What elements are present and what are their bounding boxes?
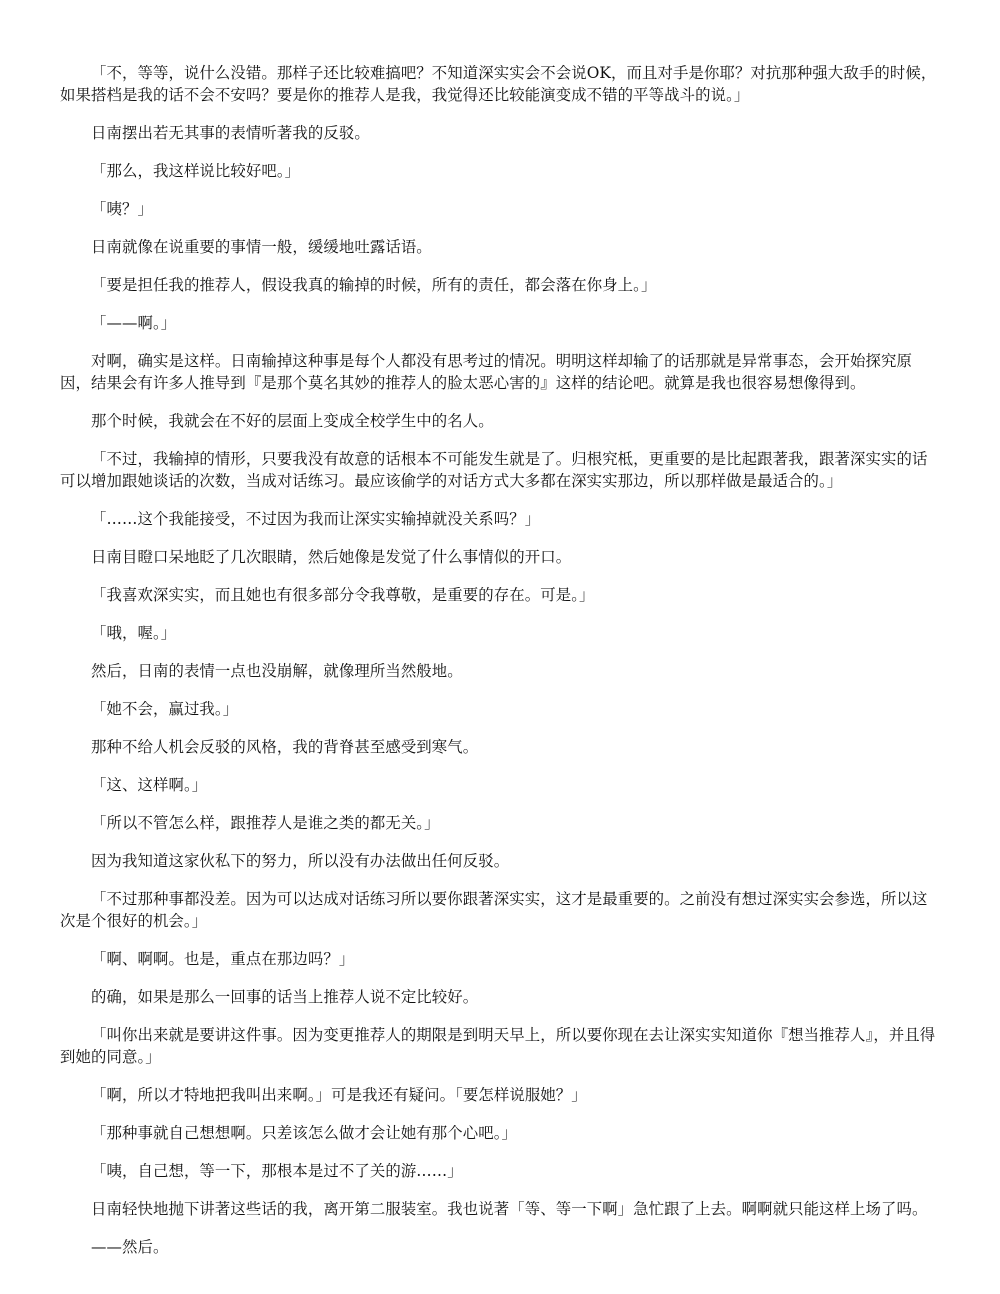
paragraph: 日南摆出若无其事的表情听著我的反驳。 — [91, 124, 370, 142]
paragraph: 「那么，我这样说比较好吧。」 — [91, 162, 301, 180]
paragraph: 「那种事就自己想想啊。只差该怎么做才会让她有那个心吧。」 — [91, 1124, 518, 1142]
paragraph: 「叫你出来就是要讲这件事。因为变更推荐人的期限是到明天早上，所以要你现在去让深实实知道你『想当推荐人』，并且得到她的同意。」 — [60, 1026, 936, 1066]
paragraph: 因为我知道这家伙私下的努力，所以没有办法做出任何反驳。 — [91, 852, 510, 870]
paragraph: 「要是担任我的推荐人，假设我真的输掉的时候，所有的责任，都会落在你身上。」 — [91, 276, 657, 294]
paragraph: 日南目瞪口呆地眨了几次眼睛，然后她像是发觉了什么事情似的开口。 — [91, 548, 572, 566]
paragraph: 「这、这样啊。」 — [91, 776, 208, 794]
paragraph: 然后，日南的表情一点也没崩解，就像理所当然般地。 — [91, 662, 463, 680]
paragraph: 那种不给人机会反驳的风格，我的背脊甚至感受到寒气。 — [91, 738, 479, 756]
paragraph: 「她不会，赢过我。」 — [91, 700, 239, 718]
paragraph: 「啊、啊啊。也是，重点在那边吗？」 — [91, 950, 355, 968]
paragraph: 「——啊。」 — [91, 314, 177, 332]
paragraph: 「咦，自己想，等一下，那根本是过不了关的游……」 — [91, 1162, 463, 1180]
paragraph: 的确，如果是那么一回事的话当上推荐人说不定比较好。 — [91, 988, 479, 1006]
paragraph: 「不过，我输掉的情形，只要我没有故意的话根本不可能发生就是了。归根究柢，更重要的是比起跟著我，跟著深实实的话可以增加跟她谈话的次数，当成对话练习。最应该偷学的对话方式大多都在深实实那边，所以那样做是最适合的。」 — [60, 450, 928, 490]
paragraph: 那个时候，我就会在不好的层面上变成全校学生中的名人。 — [91, 412, 494, 430]
paragraph: 「咦？」 — [91, 200, 153, 218]
paragraph: 「啊，所以才特地把我叫出来啊。」可是我还有疑问。「要怎样说服她？」 — [91, 1086, 587, 1104]
paragraph: 「我喜欢深实实，而且她也有很多部分令我尊敬，是重要的存在。可是。」 — [91, 586, 595, 604]
paragraph: 日南轻快地抛下讲著这些话的我，离开第二服装室。我也说著「等、等一下啊」急忙跟了上去。啊啊就只能这样上场了吗。 — [91, 1200, 928, 1218]
paragraph: 「不过那种事都没差。因为可以达成对话练习所以要你跟著深实实，这才是最重要的。之前没有想过深实实会参选，所以这次是个很好的机会。」 — [60, 890, 928, 930]
paragraph: 日南就像在说重要的事情一般，缓缓地吐露话语。 — [91, 238, 432, 256]
paragraph: 「……这个我能接受，不过因为我而让深实实输掉就没关系吗？」 — [91, 510, 541, 528]
paragraph: 「哦，喔。」 — [91, 624, 177, 642]
paragraph: 「所以不管怎么样，跟推荐人是谁之类的都无关。」 — [91, 814, 440, 832]
paragraph: 对啊，确实是这样。日南输掉这种事是每个人都没有思考过的情况。明明这样却输了的话那就是异常事态，会开始探究原因，结果会有许多人推导到『是那个莫名其妙的推荐人的脸太恶心害的』这样的结论吧。就算是我也很容易想像得到。 — [60, 352, 913, 392]
paragraph: 「不，等等，说什么没错。那样子还比较难搞吧？不知道深实实会不会说OK，而且对手是你耶？对抗那种强大敌手的时候，如果搭档是我的话不会不安吗？要是你的推荐人是我，我觉得还比较能演变成不错的平等战斗的说。」 — [60, 64, 937, 104]
paragraph: ——然后。 — [91, 1238, 169, 1256]
